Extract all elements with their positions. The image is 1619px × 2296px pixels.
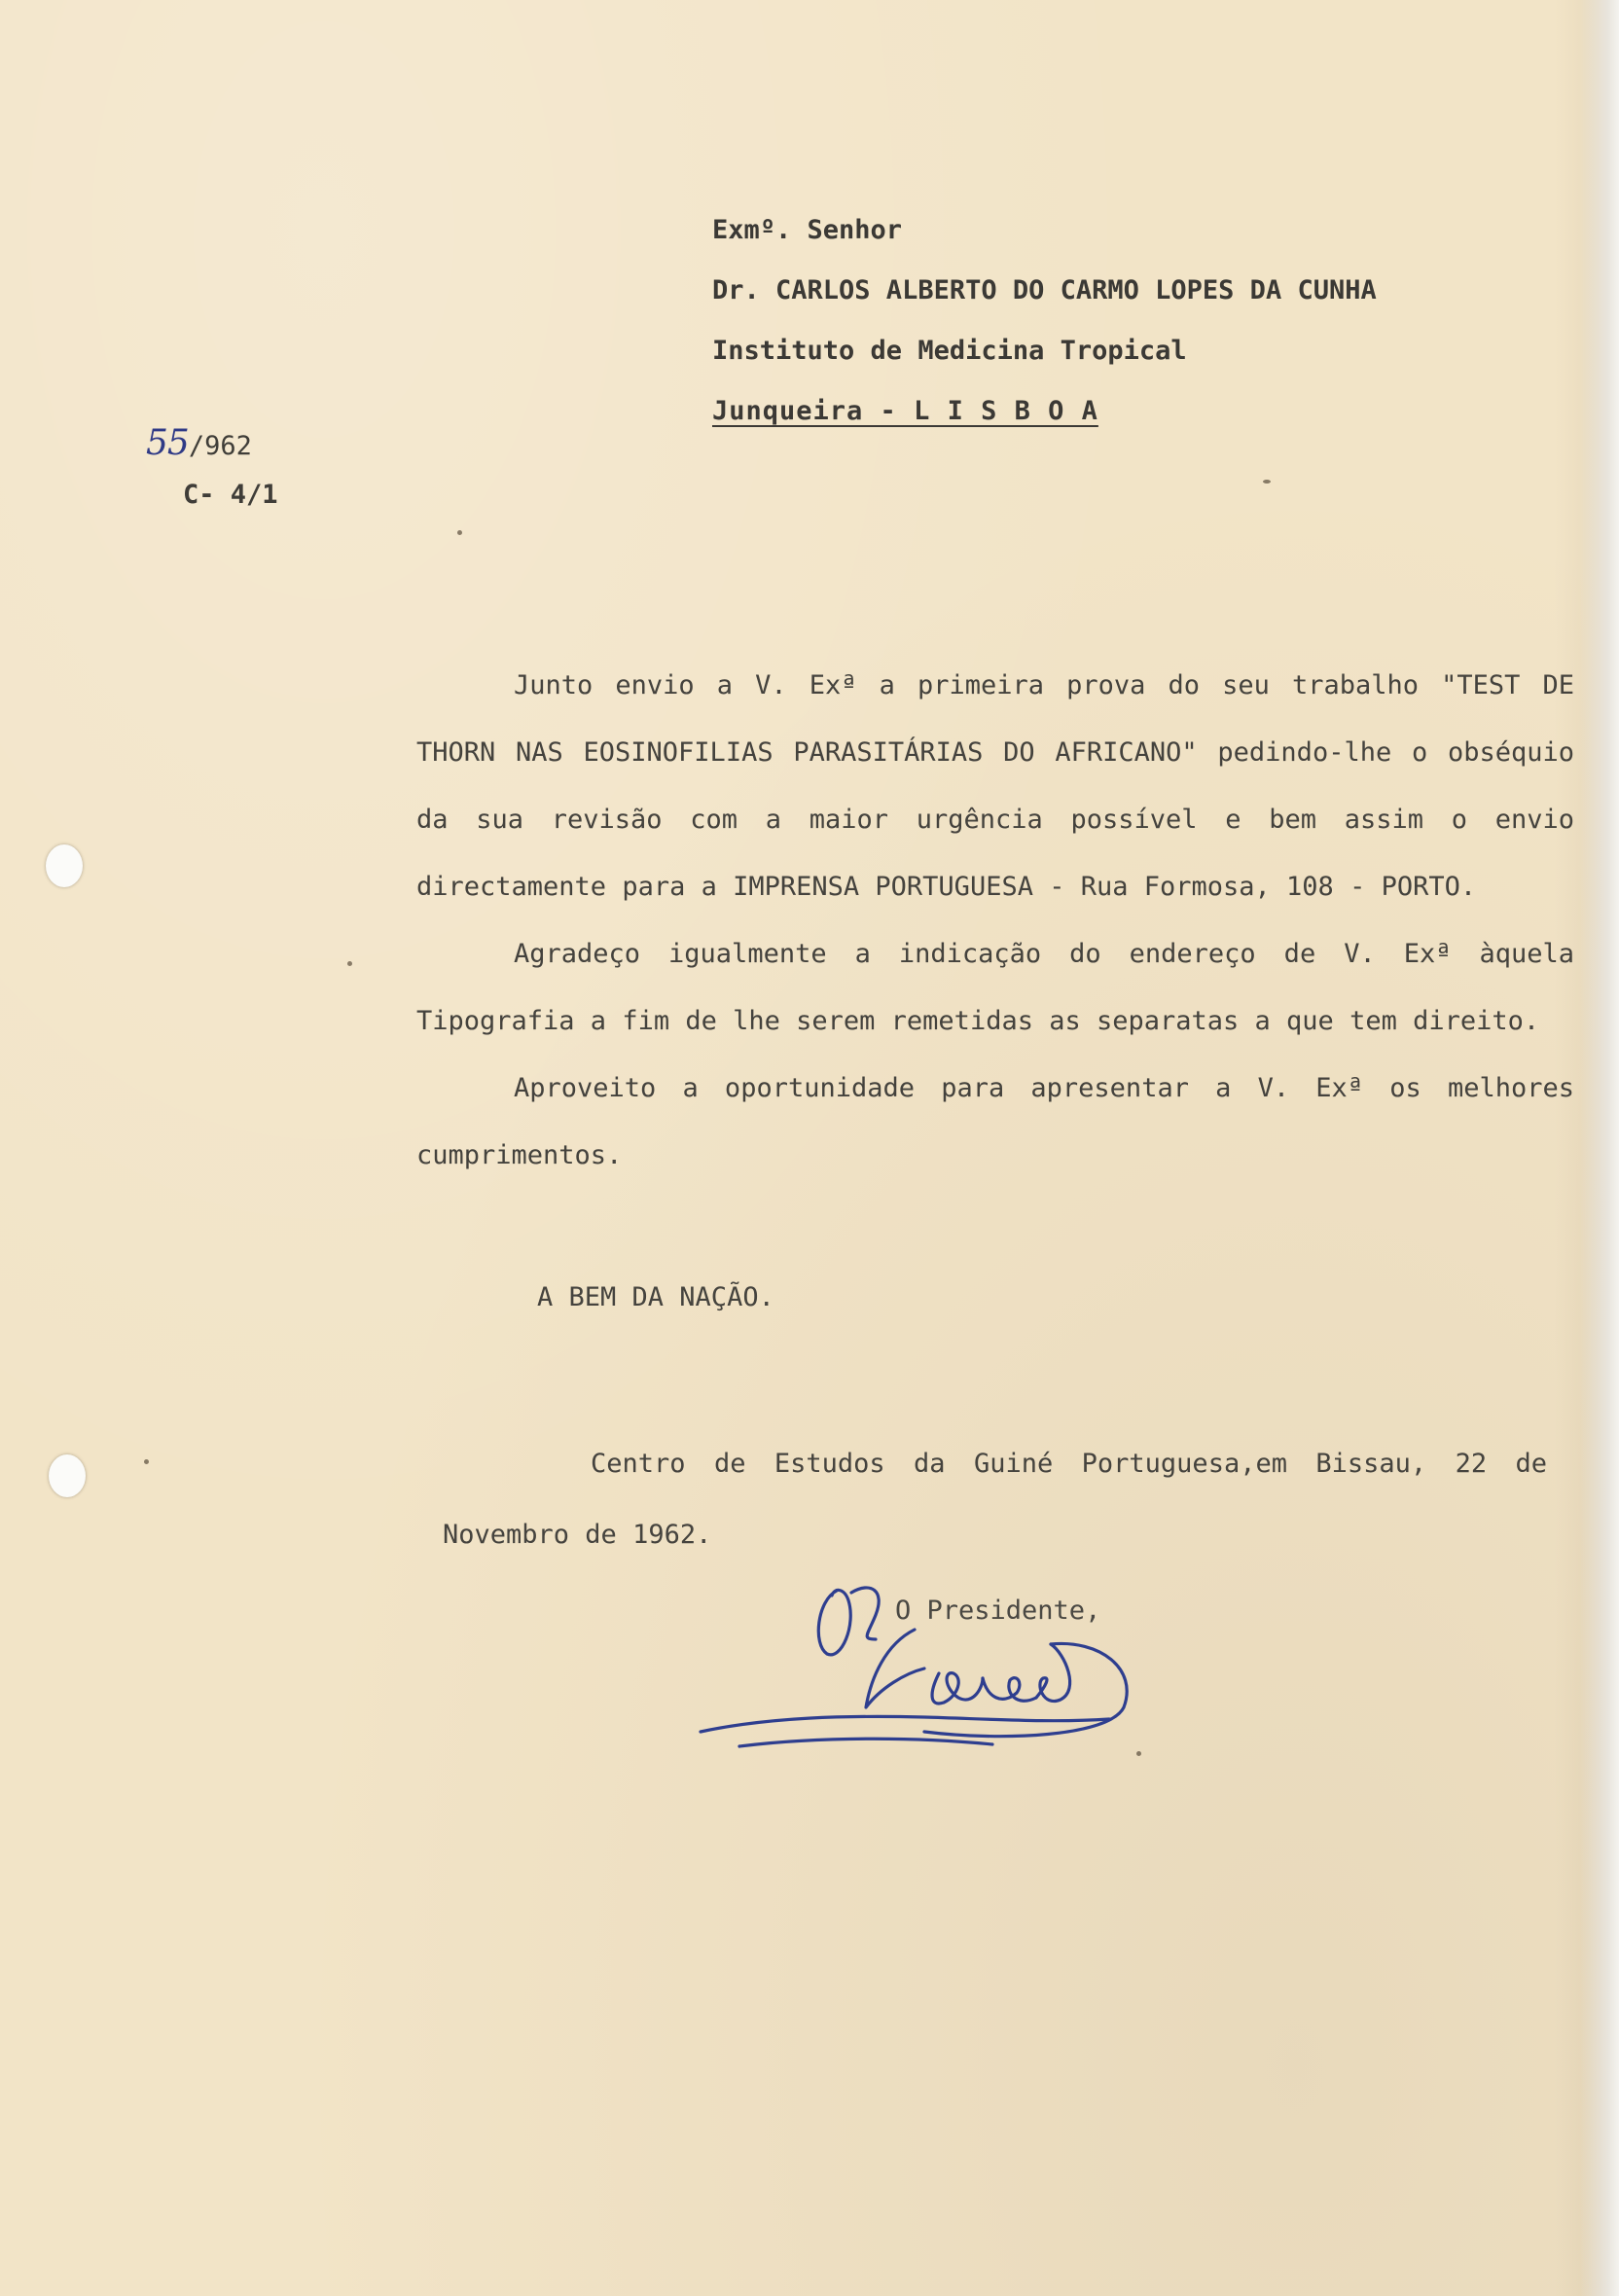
closing-phrase: A BEM DA NAÇÃO. xyxy=(537,1282,774,1312)
addressee-institution: Instituto de Medicina Tropical xyxy=(712,336,1187,366)
addressee-city: Junqueira - L I S B O A xyxy=(712,396,1098,426)
dateline: Centro de Estudos da Guiné Portuguesa,em Bissau, 22 de Novembro de 1962. xyxy=(443,1449,1547,1550)
addressee-name: Dr. CARLOS ALBERTO DO CARMO LOPES DA CUNHA xyxy=(712,275,1377,305)
body-paragraph-3: Aproveito a oportunidade para apresentar a V. Exª os melhores cumprimentos. xyxy=(416,1073,1574,1170)
signatory-title: O Presidente, xyxy=(895,1596,1101,1626)
paper-speck xyxy=(1136,1751,1141,1756)
paper-speck xyxy=(1263,480,1271,484)
body-paragraph-1: Junto envio a V. Exª a primeira prova do seu trabalho "TEST DE THORN NAS EOSINOFILIAS PARASITÁRIAS DO AFRICANO" pedindo-lhe o obséquio da sua revisão com a maior urgência possível e bem assim o envio directamente para a IMPRENSA PORTUGUESA - Rua Formosa, 108 - PORTO. xyxy=(416,670,1574,902)
paper-speck xyxy=(457,530,462,535)
addressee-salutation: Exmº. Senhor xyxy=(712,215,903,245)
reference-block xyxy=(146,413,302,518)
body-paragraph-2: Agradeço igualmente a indicação do endereço de V. Exª àquela Tipografia a fim de lhe serem remetidas as separatas a que tem direito. xyxy=(416,939,1574,1036)
reference-number-year: /962 xyxy=(188,431,252,461)
punch-hole xyxy=(49,1454,86,1497)
reference-number xyxy=(146,413,302,473)
reference-code: C- 4/1 xyxy=(183,480,278,511)
addressee-block xyxy=(712,206,1491,448)
punch-hole xyxy=(46,844,83,887)
letter-body xyxy=(416,652,1574,1189)
reference-number-handwritten: 55 xyxy=(146,423,189,463)
paper-edge xyxy=(1580,0,1619,2296)
handwritten-signature xyxy=(681,1571,1148,1776)
paper-speck xyxy=(144,1459,149,1464)
paper-speck xyxy=(347,961,352,966)
